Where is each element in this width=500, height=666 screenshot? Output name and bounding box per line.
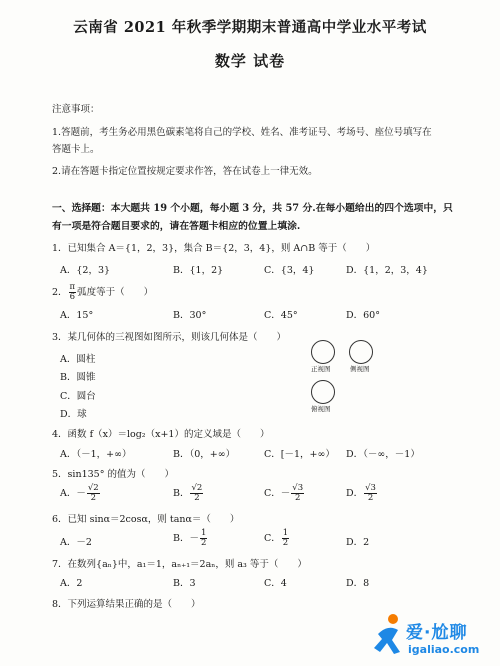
q5-c-fraction (291, 484, 304, 503)
q2-stem-tail: 弧度等于（ ） (77, 287, 154, 298)
top-view-label: 俯视图 (311, 405, 331, 413)
q2-fraction (69, 283, 77, 302)
watermark-url: igaliao.com (408, 643, 480, 656)
q7-option-d: D．8 (346, 578, 370, 589)
q1-option-b: B．{1，2} (173, 265, 224, 276)
q2-stem (52, 283, 153, 302)
q6-option-b (173, 529, 208, 548)
q3-option-a: A．圆柱 (60, 354, 96, 365)
q6-stem: 6．已知 sinα＝2cosα，则 tanα＝（ ） (52, 514, 240, 525)
q5-b-fraction (190, 484, 203, 503)
q6-b-num: 1 (200, 528, 207, 538)
q5-option-b (173, 484, 204, 503)
q4-option-c: C．[－1，+∞） (264, 449, 335, 460)
q2-frac-den: 6 (69, 292, 76, 302)
q5-c-den: 2 (294, 493, 301, 503)
q5-a-prefix: A．－ (60, 488, 86, 499)
q5-d-prefix: D． (346, 488, 364, 499)
q5-b-prefix: B． (173, 488, 190, 499)
q6-b-den: 2 (200, 538, 207, 548)
q5-b-den: 2 (194, 493, 200, 503)
q7-option-b: B．3 (173, 578, 196, 589)
q5-option-d (346, 484, 378, 503)
side-view-label: 侧视图 (350, 365, 370, 373)
q7-stem: 7．在数列{aₙ}中，a₁＝1，aₙ₊₁＝2aₙ，则 a₃ 等于（ ） (52, 559, 307, 570)
front-view-label: 正视图 (311, 365, 331, 373)
q6-b-prefix: B．－ (173, 533, 199, 544)
q2-option-a: A．15° (60, 310, 94, 321)
q1-option-c: C．{3，4} (264, 265, 315, 276)
q3-option-d: D．球 (60, 409, 87, 420)
q6-b-fraction (200, 529, 207, 548)
q5-a-num: √2 (87, 483, 99, 493)
q8-stem: 8．下列运算结果正确的是（ ） (52, 599, 201, 610)
q1-option-d: D．{1，2，3，4} (346, 265, 428, 276)
watermark-brand: 爱·尬聊 (406, 623, 468, 643)
q5-a-fraction (87, 484, 100, 503)
q5-option-c (264, 484, 305, 503)
q4-option-a: A．（－1，+∞） (60, 449, 132, 460)
section1-line2: 有一项是符合题目要求的，请在答题卡相应的位置上填涂. (52, 221, 301, 232)
notes-item2: 2.请在答题卡指定位置按规定要求作答，答在试卷上一律无效。 (52, 166, 318, 177)
q7-option-c: C．4 (264, 578, 287, 589)
runner-body (374, 628, 400, 654)
q6-option-a: A．－2 (60, 537, 92, 548)
side-view-circle (349, 340, 373, 364)
q6-c-prefix: C． (264, 533, 281, 544)
q1-option-a: A．{2，3} (60, 265, 111, 276)
q4-option-b: B．（0，+∞） (173, 449, 236, 460)
q6-option-c (264, 529, 290, 548)
q5-c-prefix: C．－ (264, 488, 291, 499)
notes-item1-line1: 1.答题前，考生务必用黑色碳素笔将自己的学校、姓名、准考证号、考场号、座位号填写在 (52, 127, 432, 138)
q3-option-b: B．圆锥 (60, 372, 96, 383)
section1-line1: 一、选择题：本大题共 19 个小题，每小题 3 分，共 57 分.在每小题给出的四个选项中，只 (52, 203, 453, 214)
q1-stem: 1．已知集合 A＝{1，2，3}，集合 B＝{2，3，4}，则 A∩B 等于（ ） (52, 243, 376, 254)
q5-a-den: 2 (90, 493, 96, 503)
q2-number: 2． (52, 287, 68, 298)
q3-stem: 3．某几何体的三视图如图所示，则该几何体是（ ） (52, 332, 287, 343)
q4-stem: 4．函数 f（x）＝log₂（x+1）的定义域是（ ） (52, 429, 270, 440)
exam-title: 云南省 2021 年秋季学期期末普通高中学业水平考试 (73, 19, 427, 36)
q6-c-den: 2 (282, 538, 289, 548)
q6-c-num: 1 (282, 528, 289, 538)
top-view-circle (311, 380, 335, 404)
q3-option-c: C．圆台 (60, 391, 96, 402)
front-view-circle (311, 340, 335, 364)
q7-option-a: A．2 (60, 578, 83, 589)
q2-option-d: D．60° (346, 310, 380, 321)
q5-c-num: √3 (292, 483, 304, 493)
q5-option-a (60, 484, 101, 503)
q2-option-c: C．45° (264, 310, 298, 321)
q2-frac-num: π (69, 282, 76, 292)
notes-heading: 注意事项： (52, 104, 100, 115)
exam-subject: 数学 试卷 (214, 52, 286, 70)
q6-c-fraction (282, 529, 289, 548)
notes-item1-line2: 答题卡上。 (52, 144, 100, 155)
q6-option-d: D．2 (346, 537, 370, 548)
q2-option-b: B．30° (173, 310, 207, 321)
q5-b-num: √2 (191, 483, 203, 493)
runner-head (388, 614, 398, 624)
watermark-runner-icon (368, 612, 408, 658)
q4-option-d: D．（－∞，－1） (346, 449, 420, 460)
q5-d-fraction (364, 484, 377, 503)
q5-d-den: 2 (367, 493, 374, 503)
q5-stem: 5．sin135° 的值为（ ） (52, 469, 174, 480)
q5-d-num: √3 (365, 483, 376, 493)
